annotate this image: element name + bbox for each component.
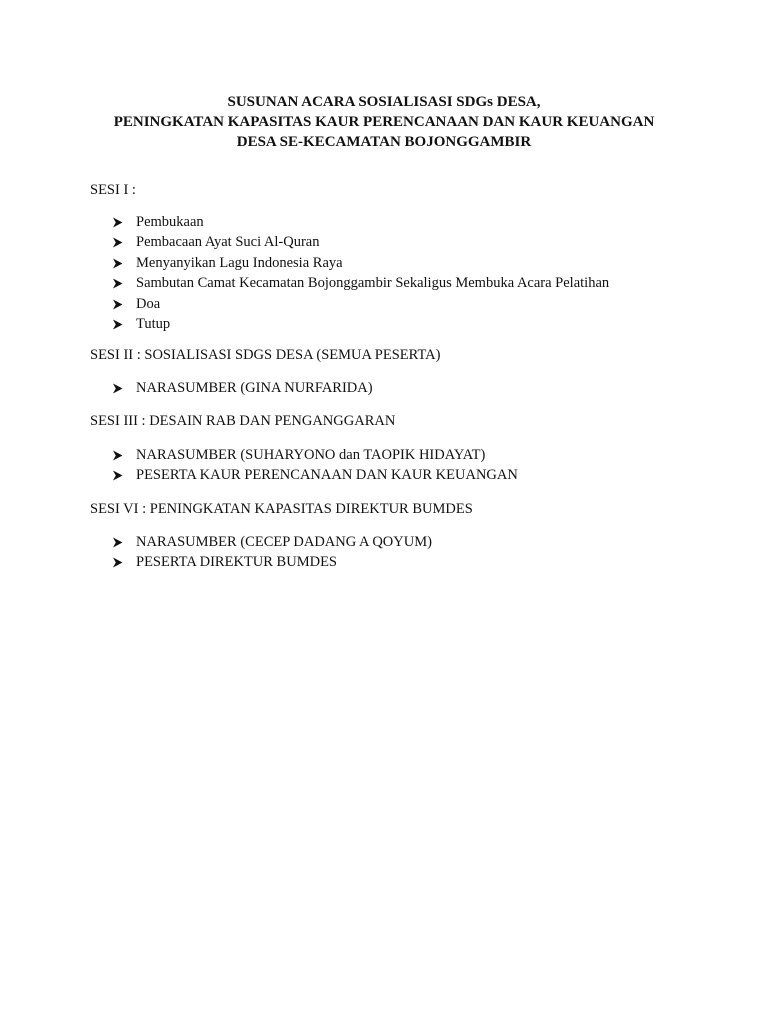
list-item	[90, 314, 710, 334]
list-item-text: NARASUMBER (GINA NURFARIDA)	[136, 380, 373, 397]
list-item-text: NARASUMBER (CECEP DADANG A QOYUM)	[136, 533, 432, 550]
list-item-text: PESERTA DIREKTUR BUMDES	[136, 553, 337, 570]
title-line-2: PENINGKATAN KAPASITAS KAUR PERENCANAAN DAN KAUR KEUANGAN	[113, 114, 655, 130]
list-item	[90, 232, 710, 252]
session-items	[90, 532, 710, 573]
list-item-text: PESERTA KAUR PERENCANAAN DAN KAUR KEUANGAN	[136, 467, 518, 484]
arrowhead-bullet-icon	[112, 299, 123, 310]
list-item	[90, 212, 710, 232]
list-item	[90, 378, 710, 398]
session-items	[90, 378, 710, 398]
list-item-text: Menyanyikan Lagu Indonesia Raya	[136, 254, 343, 271]
list-item-text: Pembukaan	[136, 214, 204, 230]
arrowhead-bullet-icon	[112, 237, 123, 248]
list-item-text: Pembacaan Ayat Suci Al-Quran	[136, 234, 320, 251]
session-items	[90, 445, 710, 486]
arrowhead-bullet-icon	[112, 557, 123, 568]
list-item-text: Doa	[136, 295, 161, 312]
session-items	[90, 212, 710, 334]
session-heading: SESI VI : PENINGKATAN KAPASITAS DIREKTUR BUMDES	[90, 500, 473, 517]
session-3	[90, 411, 710, 486]
session-heading: SESI III : DESAIN RAB DAN PENGANGGARAN	[90, 412, 396, 429]
arrowhead-bullet-icon	[112, 278, 123, 289]
arrowhead-bullet-icon	[112, 537, 123, 548]
list-item	[90, 253, 710, 273]
session-heading: SESI II : SOSIALISASI SDGS DESA (SEMUA PESERTA)	[90, 347, 441, 364]
arrowhead-bullet-icon	[112, 258, 123, 269]
list-item	[90, 465, 710, 485]
session-4	[90, 499, 710, 573]
arrowhead-bullet-icon	[112, 450, 123, 461]
list-item	[90, 273, 710, 293]
title-line-3: DESA SE-KECAMATAN BOJONGGAMBIR	[236, 134, 532, 150]
list-item	[90, 532, 710, 552]
arrowhead-bullet-icon	[112, 470, 123, 481]
list-item	[90, 552, 710, 572]
list-item-text: NARASUMBER (SUHARYONO dan TAOPIK HIDAYAT)	[136, 446, 486, 463]
document-title	[0, 92, 768, 152]
session-heading: SESI I :	[90, 182, 136, 198]
list-item-text: Tutup	[136, 315, 171, 332]
session-2	[90, 345, 710, 398]
arrowhead-bullet-icon	[112, 383, 123, 394]
document-body	[90, 180, 710, 572]
arrowhead-bullet-icon	[112, 217, 123, 228]
session-1	[90, 180, 710, 334]
title-line-1: SUSUNAN ACARA SOSIALISASI SDGs DESA,	[227, 94, 541, 110]
list-item	[90, 294, 710, 314]
list-item-text: Sambutan Camat Kecamatan Bojonggambir Sekaligus Membuka Acara Pelatihan	[136, 275, 610, 292]
list-item	[90, 445, 710, 465]
arrowhead-bullet-icon	[112, 319, 123, 330]
